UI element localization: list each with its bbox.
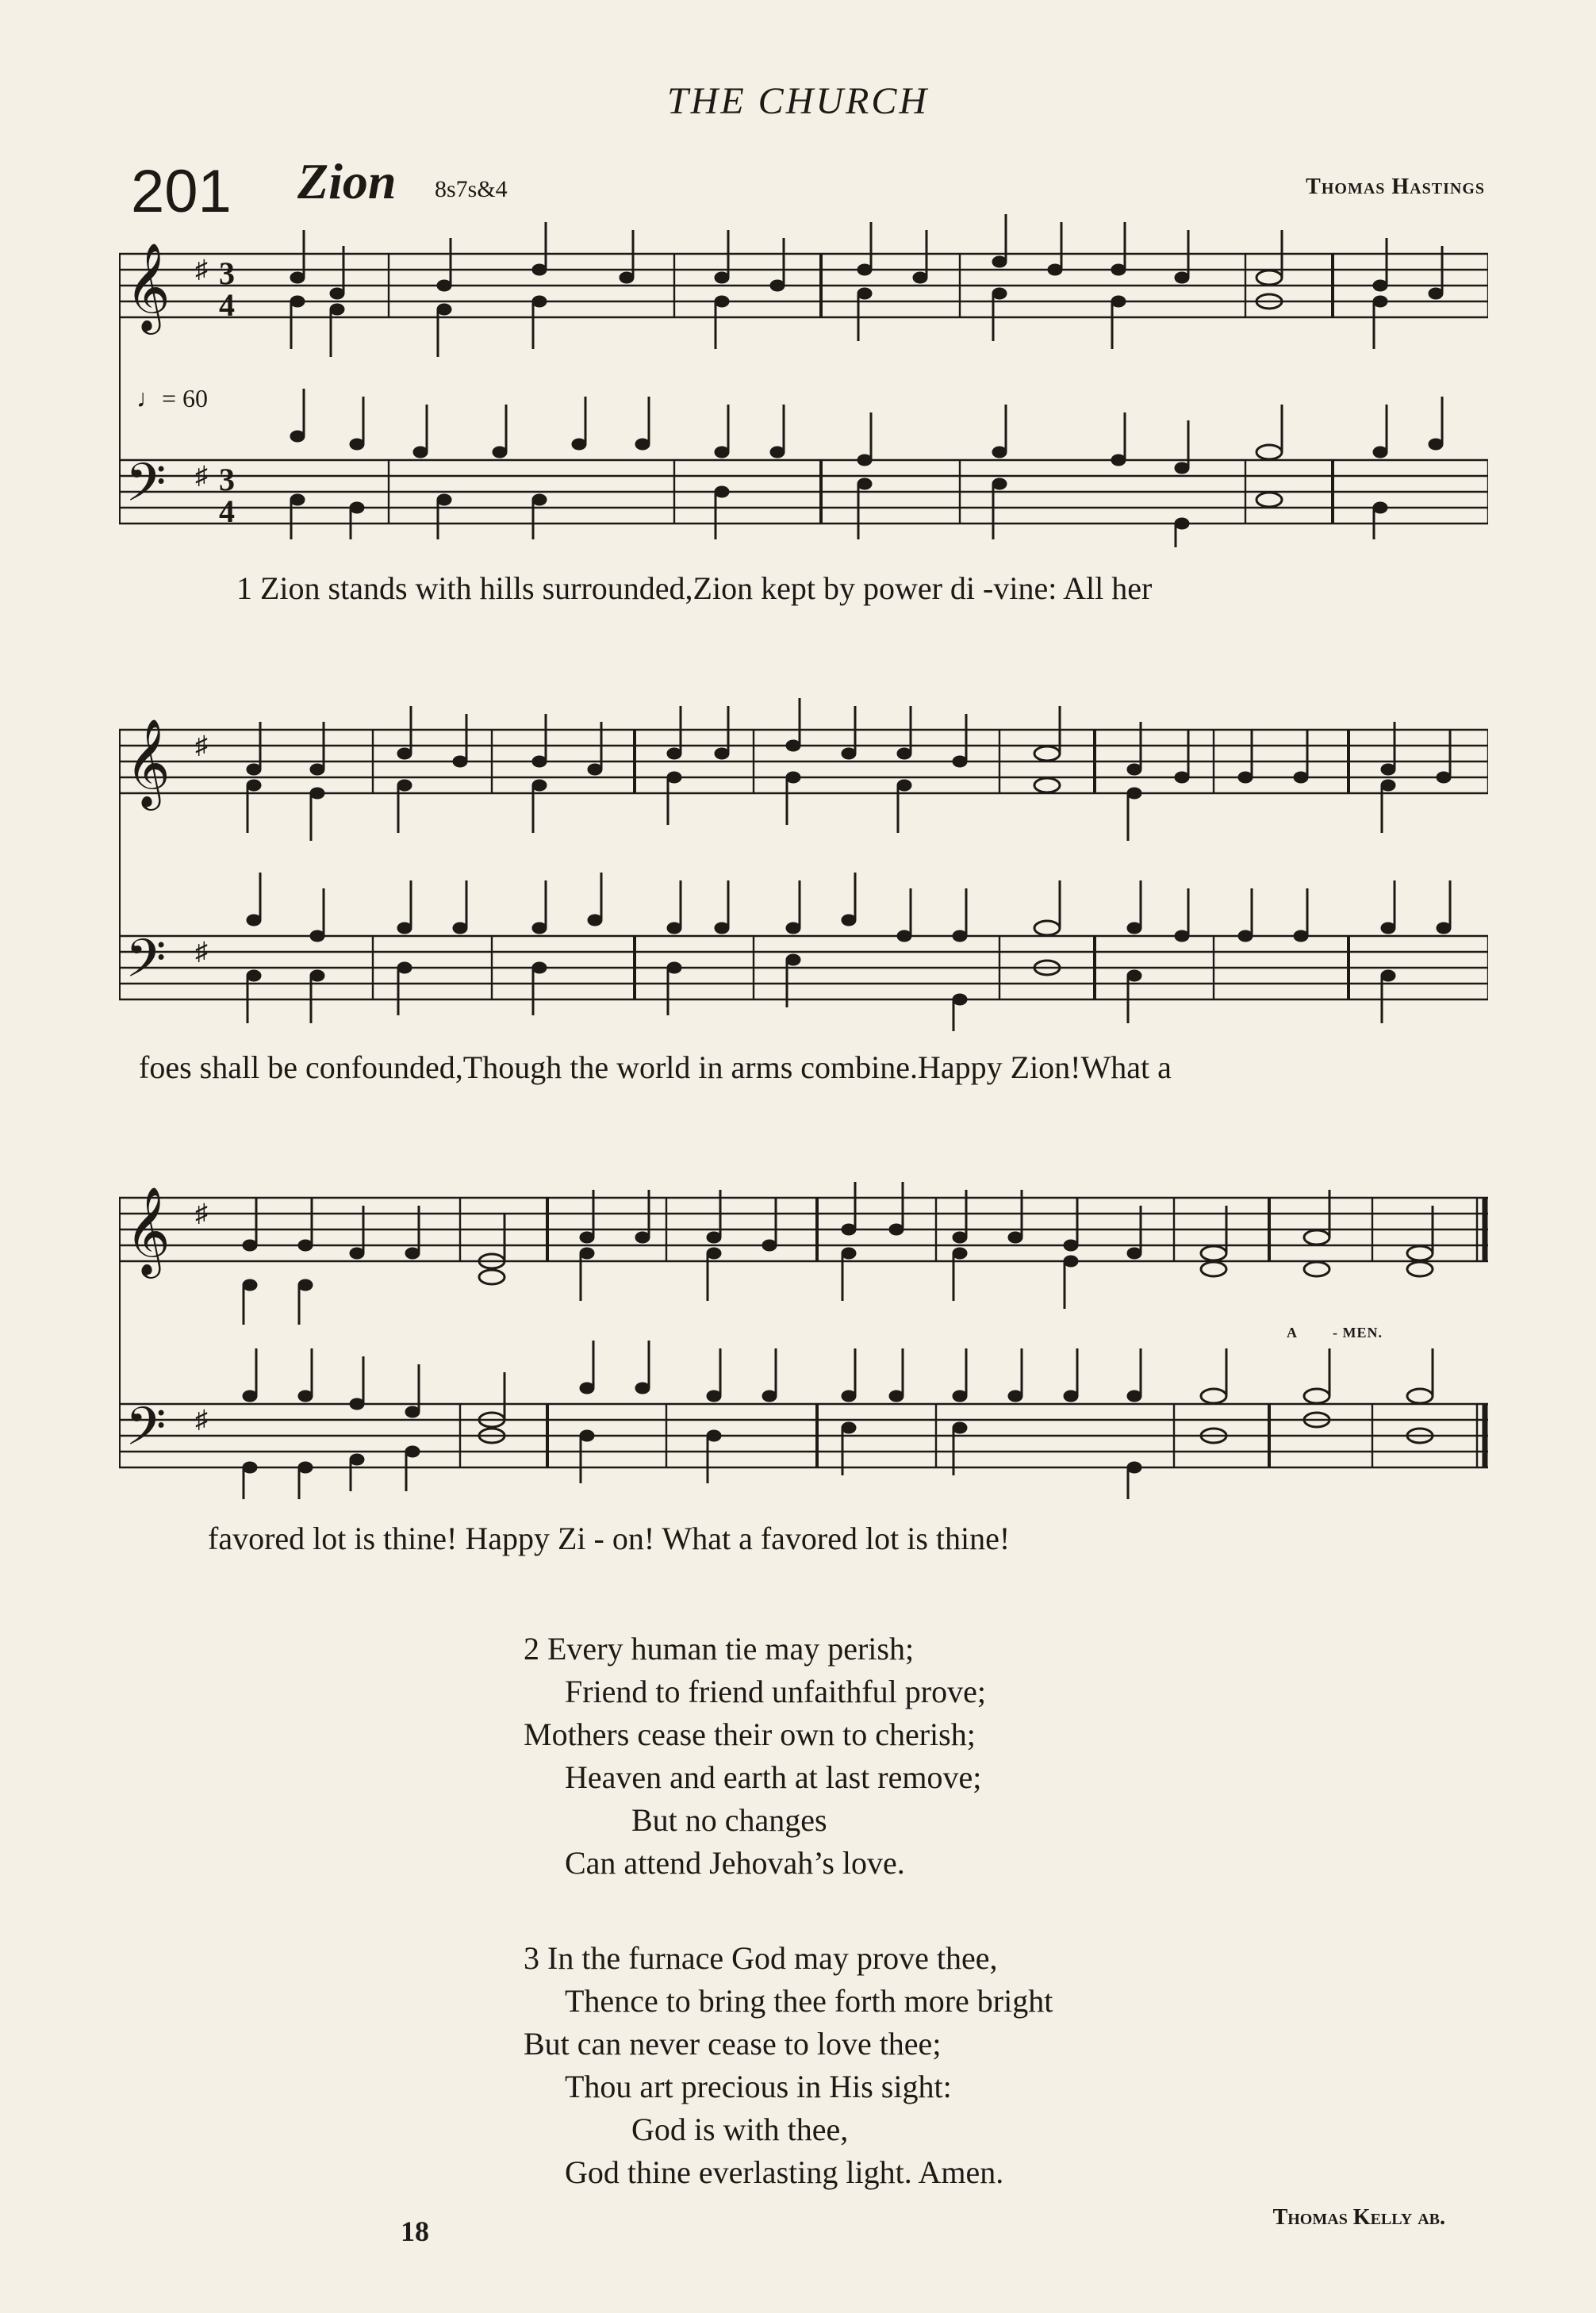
verse-line: God thine everlasting light. Amen. bbox=[565, 2154, 1004, 2190]
quarter-note-icon: ♩ bbox=[136, 384, 162, 412]
verse-line: 2 Every human tie may perish; bbox=[524, 1631, 915, 1667]
svg-text:♯: ♯ bbox=[195, 937, 208, 965]
lyric-line-1: 1 Zion stands with hills surrounded,Zion kept by power di -vine: All her bbox=[236, 570, 1153, 606]
svg-text:♯: ♯ bbox=[195, 1405, 208, 1433]
music-system-1 bbox=[119, 214, 1488, 547]
svg-text:♯: ♯ bbox=[195, 1199, 208, 1227]
verse-line: But can never cease to love thee; bbox=[524, 2026, 942, 2062]
svg-text:𝄞: 𝄞 bbox=[125, 242, 171, 331]
verse-line: Can attend Jehovah’s love. bbox=[565, 1845, 905, 1881]
svg-text:3: 3 bbox=[219, 462, 235, 497]
lyricist: Thomas Kelly ab. bbox=[1272, 2205, 1445, 2230]
verse-line: God is with thee, bbox=[631, 2112, 849, 2147]
stanza-3 bbox=[524, 1937, 1053, 2194]
hymn-number: 201 bbox=[131, 158, 232, 225]
svg-text:♯: ♯ bbox=[195, 461, 208, 489]
svg-text:♯: ♯ bbox=[195, 255, 208, 283]
meter: 8s7s&4 bbox=[435, 176, 508, 202]
amen-label-men: - MEN. bbox=[1333, 1325, 1383, 1341]
stanza-2 bbox=[524, 1628, 986, 1885]
svg-text:4: 4 bbox=[219, 287, 235, 323]
verse-line: Thence to bring thee forth more bright bbox=[565, 1983, 1053, 2019]
tune-name: Zion bbox=[297, 153, 397, 209]
lyric-line-3: favored lot is thine! Happy Zi - on! What a favored lot is thine! bbox=[208, 1521, 1011, 1556]
svg-text:𝄢: 𝄢 bbox=[125, 452, 167, 526]
tempo-marking: ♩= 60 bbox=[136, 384, 209, 412]
verse-line: 3 In the furnace God may prove thee, bbox=[524, 1940, 998, 1976]
svg-text:4: 4 bbox=[219, 493, 235, 529]
svg-text:𝄞: 𝄞 bbox=[125, 718, 171, 807]
music-system-3 bbox=[119, 1166, 1488, 1499]
verse-line: Friend to friend unfaithful prove; bbox=[565, 1674, 986, 1709]
verse-line: Heaven and earth at last remove; bbox=[565, 1759, 982, 1795]
svg-text:𝄢: 𝄢 bbox=[125, 1396, 167, 1470]
svg-text:♯: ♯ bbox=[195, 731, 208, 759]
svg-text:𝄢: 𝄢 bbox=[125, 928, 167, 1002]
svg-text:3: 3 bbox=[219, 255, 235, 291]
verse-line: Thou art precious in His sight: bbox=[565, 2069, 952, 2104]
composer: Thomas Hastings bbox=[1306, 175, 1485, 199]
music-system-2 bbox=[119, 698, 1488, 1031]
verse-line: But no changes bbox=[631, 1802, 827, 1838]
verse-line: Mothers cease their own to cherish; bbox=[524, 1717, 976, 1752]
page-number: 18 bbox=[401, 2215, 429, 2247]
lyric-line-2: foes shall be confounded,Though the world in arms combine.Happy Zion!What a bbox=[139, 1049, 1172, 1085]
amen-label-a: A bbox=[1287, 1325, 1298, 1341]
svg-text:𝄞: 𝄞 bbox=[125, 1186, 171, 1275]
section-title: THE CHURCH bbox=[666, 80, 930, 122]
